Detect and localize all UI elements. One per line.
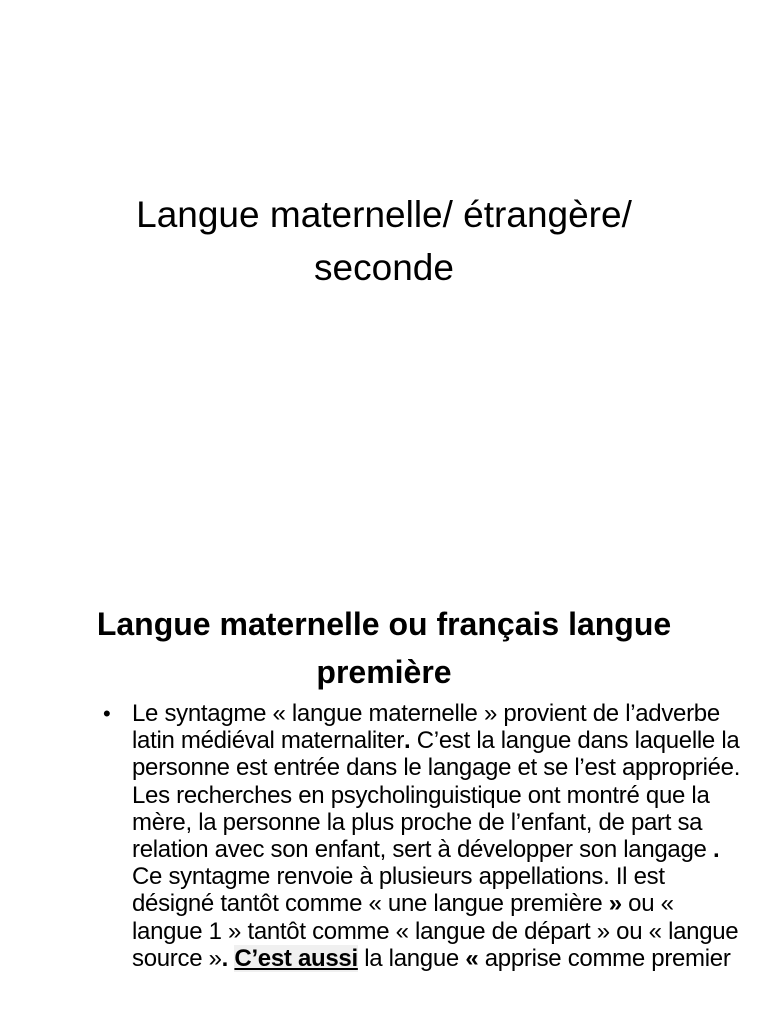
slide-title-line-1: Langue maternelle/ étrangère/ [136,194,632,235]
section-heading-line-1: Langue maternelle ou français langue [96,606,672,642]
slide-title-line-2: seconde [314,247,454,288]
slide-title [40,188,728,294]
bullet-icon: • [103,701,111,726]
section-heading-line-2: première [316,654,452,690]
bullet-list [103,700,743,972]
section-heading [20,600,748,696]
content-slide [0,576,768,1024]
highlighted-phrase: C’est aussi [234,944,358,972]
bullet-item-text: Le syntagme « langue maternelle » provient de l’adverbe latin médiéval maternaliter. C’est la langue dans laquelle la personne est entrée dans le langage et se l’est appropriée. Les recherches en psycholinguistique ont montré que la mère, la personne la plus proche de l’enfant, de part sa relation avec son enfant, sert à développer son langage . Ce syntagme renvoie à plusieurs appellations. Il est désigné tantôt comme « une langue première » ou « langue 1 » tantôt comme « langue de départ » ou « langue source ». C’est aussi la langue « apprise comme premier [132,700,741,972]
